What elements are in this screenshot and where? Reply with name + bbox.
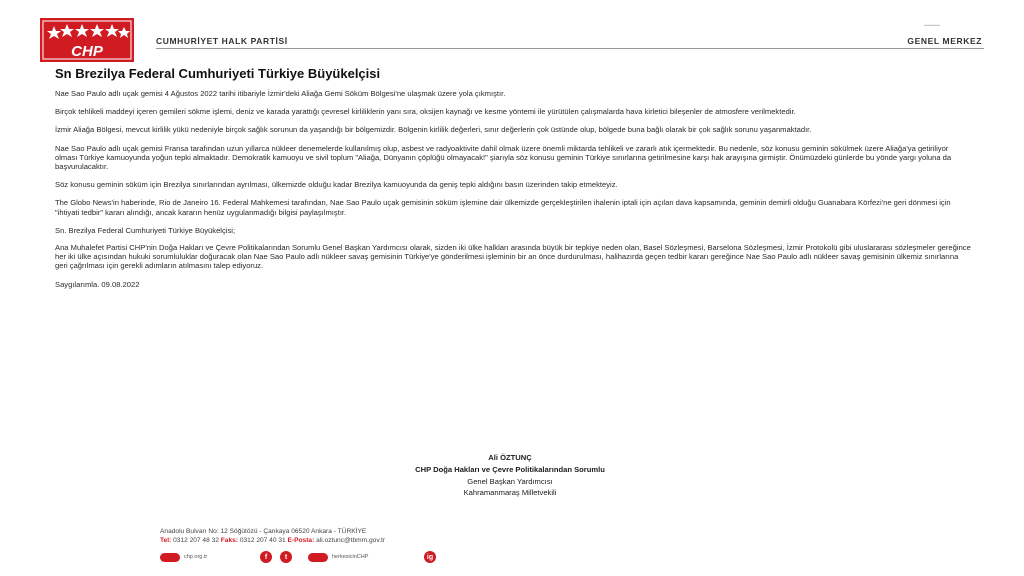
paragraph: Ana Muhalefet Partisi CHP'nin Doğa Hakları ve Çevre Politikalarından Sorumlu Genel Başkan Yardımcısı olarak, sizden iki ülke halkları arasında büyük bir tepkiye neden olan, Basel Sözleşmesi, Barselona Sözleşmesi, İzmir Protokolü gibi uluslararası sözleşmeler gereğince her iki ülke açısından hukuki sorumluluklar doğuracak olan Nae Sao Paulo adlı nükleer savaş gemisinin Türkiye'ye gönderilmesi işleminin bir an önce durdurulması, halihazırda geçen tedbir kararı gereğince Nae Sao Paulo adlı nükleer savaş gemisinin ülkemiz sınırlarına geri çağrılması için gerekli adımların atılmasını talep ediyoruz. xyxy=(55,243,971,271)
signatory-role: CHP Doğa Hakları ve Çevre Politikalarından Sorumlu xyxy=(415,464,605,474)
globe-icon xyxy=(160,553,180,562)
instagram-link[interactable] xyxy=(424,551,436,563)
handle-link[interactable] xyxy=(308,551,368,563)
website-text: chp.org.tr xyxy=(184,554,208,560)
salutation: Sn. Brezilya Federal Cumhuriyeti Türkiye Büyükelçisi; xyxy=(55,225,236,235)
letter-body xyxy=(55,66,971,298)
website-link[interactable] xyxy=(160,551,207,563)
svg-text:CHP: CHP xyxy=(71,43,103,60)
tel-label: Tel: xyxy=(160,537,172,544)
signatory-title: Genel Başkan Yardımcısı xyxy=(467,476,553,486)
paragraph: Söz konusu geminin söküm için Brezilya sınırlarından ayrılması, ülkemizde olduğu kadar Brezilya kamuoyunda da geniş tepki aldığını basın üzerinden takip etmekteyiz. xyxy=(55,180,618,190)
instagram-icon: ig xyxy=(424,551,436,563)
footer-address: Anadolu Bulvarı No: 12 Söğütözü - Çankaya 06520 Ankara - TÜRKİYE xyxy=(160,528,367,535)
share-icon xyxy=(308,553,328,562)
paragraph: İzmir Aliağa Bölgesi, mevcut kirlilik yükü nedeniyle birçok sağlık sorunun da yaşandığı bir bölgemizdir. Bölgenin kirlilik değerleri, sınır değerlerin çok üstünde olup, bölgede buna bağlı olarak bir çok sağlık sorunu yaşanmaktadır. xyxy=(55,125,812,135)
paragraph: The Globo News'in haberinde, Rio de Janeiro 16. Federal Mahkemesi tarafından, Nae Sao Paulo uçak gemisinin söküm işlemine dair ülkemizde gerçekleştirilen ihalenin iptali için açılan dava kapsamında, geminin demirli olduğu Guanabara Körfezi'ne geri dönmesi için "ihtiyati tedbir" kararı alındığı, ancak kararın henüz uygulanmadığı bilgisi paylaşılmıştır. xyxy=(55,198,951,217)
party-name: CUMHURİYET HALK PARTİSİ xyxy=(156,36,288,46)
paragraph: Nae Sao Paulo adlı uçak gemisi Fransa tarafından uzun yıllarca nükleer denemelerde kullanılmış olup, asbest ve radyoaktivite dahil olmak üzere önemli miktarda tehlikeli ve zararlı atık içermektedir. Bu nedenle, söz konusu geminin sökülmek üzere Aliağa'ya getiriliyor olması Türkiye kamuoyunda yoğun tepki almaktadır. Demokratik kamuoyu ve sivil toplum "Aliağa, Dünyanın çöplüğü olmayacak!" şiarıyla söz konusu geminin Türkiye sınırlarına getirilmesine karşı hak arayışına girmiştir. Önümüzdeki günlerde bu yönde yargı yoluna da başvurulacaktır. xyxy=(55,143,952,172)
footer xyxy=(160,527,720,545)
fax-label: Faks: xyxy=(220,537,238,544)
header-divider xyxy=(156,48,984,49)
hq-decoration: ▬▬▬▬ xyxy=(924,22,940,27)
footer-contact xyxy=(160,536,720,545)
tel-value: 0312 207 48 32 xyxy=(173,537,219,544)
letterhead xyxy=(40,14,984,64)
paragraph: Birçok tehlikeli maddeyi içeren gemileri sökme işlemi, deniz ve karada yarattığı çevresel kirliliklerin yanı sıra, oksijen kaynağı ve kesme yöntemi ile yürütülen çalışmalarda hava kirletici bileşenler de atmosfere verilmektedir. xyxy=(55,107,796,117)
facebook-link[interactable] xyxy=(260,551,272,563)
paragraph: Nae Sao Paulo adlı uçak gemisi 4 Ağustos 2022 tarihi itibariyle İzmir'deki Aliağa Gemi Söküm Bölgesi'ne ulaşmak üzere yola çıkmıştır. xyxy=(55,89,506,98)
letter-title: Sn Brezilya Federal Cumhuriyeti Türkiye Büyükelçisi xyxy=(55,66,381,81)
email-label: E-Posta: xyxy=(287,537,315,544)
hq-label: GENEL MERKEZ xyxy=(907,36,982,46)
signatory-name: Ali ÖZTUNÇ xyxy=(488,453,532,462)
twitter-link[interactable] xyxy=(280,551,292,563)
handle-text: herkesicinCHP xyxy=(332,554,369,560)
signatory-constituency: Kahramanmaraş Milletvekili xyxy=(463,488,557,498)
email-link[interactable]: ali.oztunc@tbmm.gov.tr xyxy=(316,537,385,544)
fax-value: 0312 207 40 31 xyxy=(239,537,286,544)
closing-date: Saygılarımla. 09.08.2022 xyxy=(55,279,140,289)
social-bar xyxy=(160,551,720,563)
facebook-icon: f xyxy=(260,551,272,563)
chp-logo xyxy=(40,18,134,62)
twitter-icon: t xyxy=(280,551,292,563)
signature-block xyxy=(280,452,740,499)
